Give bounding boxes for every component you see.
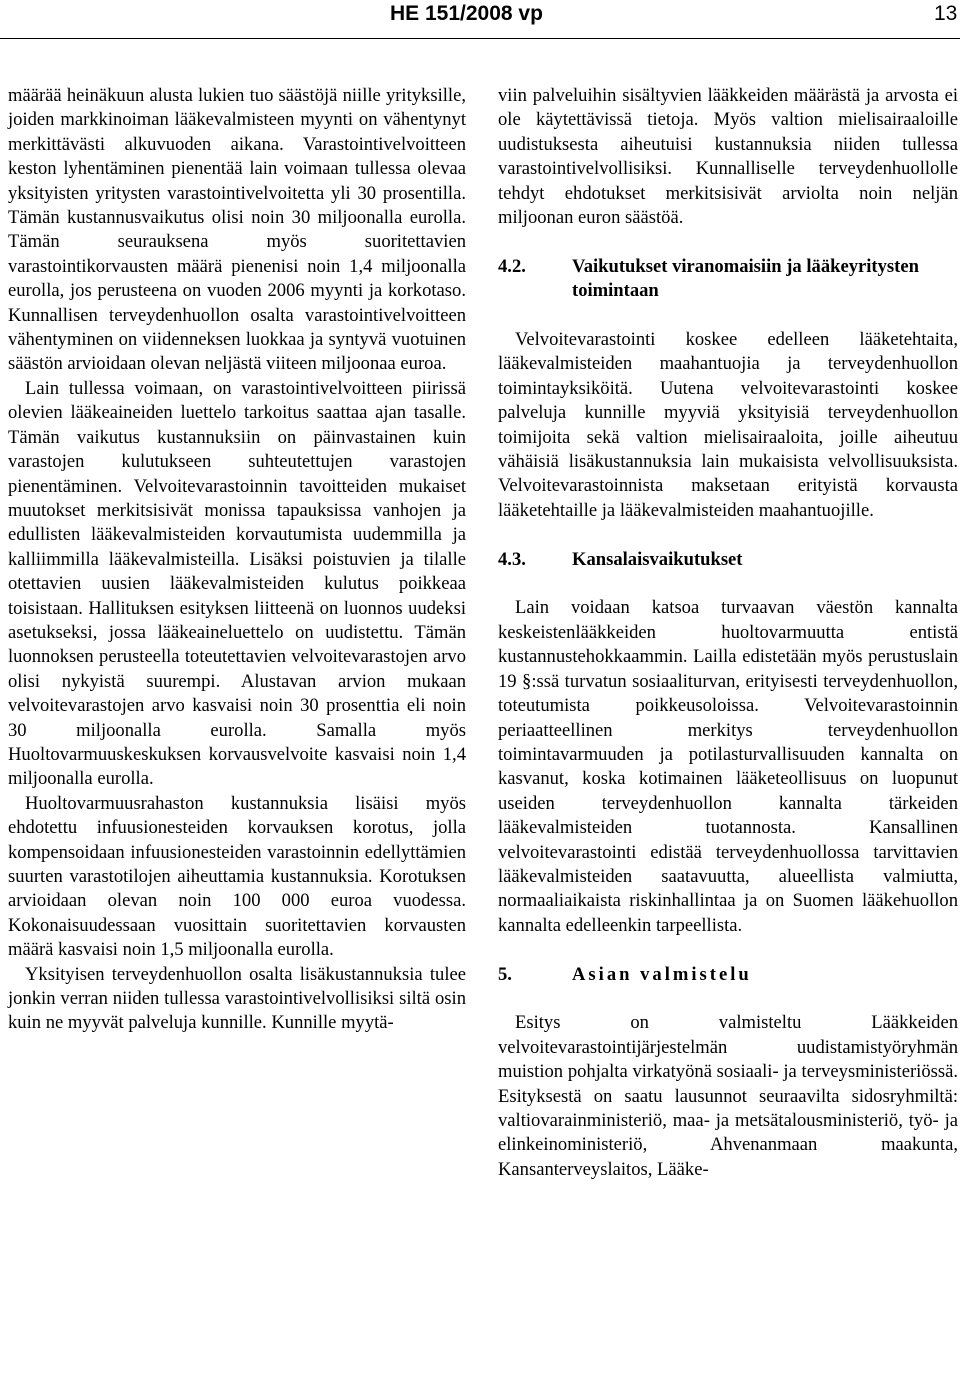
section-title: Kansalaisvaikutukset	[572, 548, 743, 570]
paragraph: Lain tullessa voimaan, on varastointivelvoitteen piirissä olevien lääkeaineiden luettelo tarkoitus saattaa ajan tasalle. Tämän vaikutus kustannuksiin on päinvastainen kuin varastojen kulutukseen suhteutettujen varastojen pienentäminen. Velvoitevarastoinnin tavoitteiden mukaiset muutokset merkitsisivät monissa tapauksissa vanhojen ja edullisten lääkevalmisteiden korvautumista uudemmilla ja kalliimmilla lääkevalmisteilla. Lisäksi poistuvien ja tilalle otettavien uusien lääkevalmisteiden kulutus poikkeaa toisistaan. Hallituksen esityksen liitteenä on luonnos uudeksi asetukseksi, jossa lääkeaineluettelo on uudistettu. Tämän luonnoksen perusteella toteutettavien velvoitevarastojen arvo olisi nykyistä suurempi. Alustavan arvion mukaan velvoitevarastojen arvo kasvaisi noin 30 prosenttia eli noin 30 miljoonalla eurolla. Samalla myös Huoltovarmuuskeskuksen korvausvelvoite kasvaisi noin 1,4 miljoonalla eurolla.	[8, 377, 466, 790]
section-number: 5.	[498, 963, 512, 985]
right-column	[498, 84, 958, 1182]
section-title: Asian valmistelu	[572, 963, 752, 985]
section-heading-4-2	[498, 255, 958, 304]
page-header	[0, 0, 960, 40]
paragraph: viin palveluihin sisältyvien lääkkeiden määrästä ja arvosta ei ole käytettävissä tietoja. Myös valtion mielisairaaloille uudistuksesta aiheutuisi kustannuksia niiden tullessa varastointivelvollisiksi. Kunnalliselle terveydenhuollolle tehdyt ehdotukset merkitsisivät arviolta noin neljän miljoonan euron säästöä.	[498, 85, 958, 229]
paragraph: Esitys on valmisteltu Lääkkeiden velvoitevarastointijärjestelmän uudistamistyöryhmän muistion pohjalta virkatyönä sosiaali- ja terveysministeriössä. Esityksestä on saatu lausunnot seuraavilta sidosryhmiltä: valtiovarainministeriö, maa- ja metsätalousministeriö, työ- ja elinkeinoministeriö, Ahvenanmaan maakunta, Kansanterveyslaitos, Lääke-	[498, 1012, 958, 1180]
left-column	[8, 84, 466, 1036]
section-number: 4.3.	[498, 548, 526, 570]
section-heading-4-3	[498, 548, 958, 572]
document-id: HE 151/2008 vp	[390, 2, 543, 25]
section-number: 4.2.	[498, 255, 526, 277]
paragraph: Lain voidaan katsoa turvaavan väestön kannalta keskeistenlääkkeiden huoltovarmuutta entistä kustannustehokkaammin. Lailla edistetään myös perustuslain 19 §:ssä turvatun sosiaaliturvan, erityisesti terveydenhuollon, toteutumista poikkeusoloissa. Velvoitevarastoinnin periaatteellinen merkitys terveydenhuollon toimintavarmuuden ja potilasturvallisuuden kannalta on kasvanut, koska kotimainen lääketeollisuus on luopunut useiden terveydenhuollon kannalta tärkeiden lääkevalmisteiden tuotannosta. Kansallinen velvoitevarastointi edistää terveydenhuollossa tarvittavien lääkevalmisteiden saatavuutta, alueellista valmiutta, normaaliaikaista riskinhallintaa ja on Suomen lääkehuollon kannalta edelleenkin tarpeellista.	[498, 597, 958, 936]
section-title: Vaikutukset viranomaisiin ja lääkeyritysten toimintaan	[572, 255, 919, 302]
paragraph: Yksityisen terveydenhuollon osalta lisäkustannuksia tulee jonkin verran niiden tullessa varastointivelvollisiksi siltä osin kuin ne myyvät palveluja kunnille. Kunnille myytä-	[8, 963, 466, 1034]
paragraph: määrää heinäkuun alusta lukien tuo säästöjä niille yrityksille, joiden markkinoiman lääkevalmisteen myynti on vähentynyt merkittävästi alkuvuoden aikana. Varastointivelvoitteen keston lyhentäminen pienentää lain voimaan tullessa olevaa yksityisten yritysten varastointivelvoitetta yli 30 prosentilla. Tämän kustannusvaikutus olisi noin 30 miljoonalla eurolla. Tämän seurauksena myös suoritettavien varastointikorvausten määrä pienenisi noin 1,4 miljoonalla eurolla, jos perusteena on vuoden 2006 myynti ja korkotaso. Kunnallisen terveydenhuollon osalta varastointivelvoitteen vähentyminen on viidenneksen luokkaa ja syntyvä vuotuinen säästön arvioidaan olevan neljästä viiteen miljoonaa euroa.	[8, 85, 466, 375]
paragraph: Huoltovarmuusrahaston kustannuksia lisäisi myös ehdotettu infuusionesteiden korvauksen korotus, jolla kompensoidaan infuusionesteiden varastoinnin edellyttämien suurten varastotilojen aiheuttamia kustannuksia. Korotuksen arvioidaan olevan noin 100 000 euroa vuodessa. Kokonaisuudessaan vuosittain suoritettavien korvausten määrä kasvaisi noin 1,5 miljoonalla eurolla.	[8, 792, 466, 961]
page-number: 13	[934, 2, 958, 25]
section-heading-5	[498, 963, 958, 987]
header-rule	[0, 38, 960, 39]
paragraph: Velvoitevarastointi koskee edelleen lääketehtaita, lääkevalmisteiden maahantuojia ja terveydenhuollon toimintayksiköitä. Uutena velvoitevarastointi koskee palveluja kunnille myyviä yksityisiä terveydenhuollon toimijoita sekä valtion mielisairaaloita, joille aiheutuu vähäisiä lisäkustannuksia lain mukaisista velvollisuuksista. Velvoitevarastoinnista maksetaan erityistä korvausta lääketehtaille ja lääkevalmisteiden maahantuojille.	[498, 329, 958, 521]
